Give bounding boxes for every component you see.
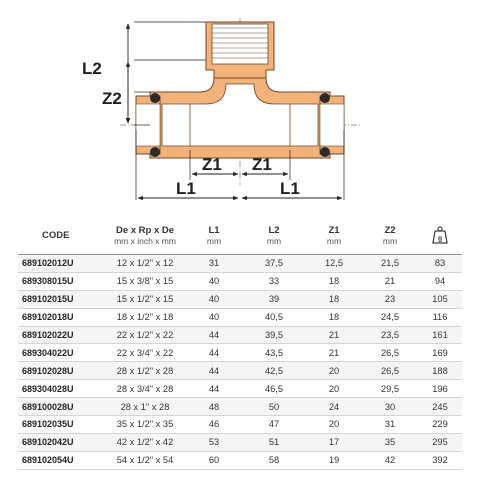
weight-icon — [432, 226, 448, 244]
header-code: CODE — [18, 216, 104, 255]
cell-l1: 31 — [186, 255, 242, 273]
cell-dims: 28 x 3/4" x 28 — [104, 380, 186, 398]
table-row — [18, 416, 462, 434]
cell-z1: 12,5 — [306, 255, 362, 273]
tee-fitting-drawing — [0, 0, 480, 212]
cell-z2: 23 — [362, 290, 418, 308]
cell-l2: 39,5 — [242, 326, 306, 344]
cell-l2: 33 — [242, 272, 306, 290]
cell-z1: 20 — [306, 362, 362, 380]
cell-z2: 42 — [362, 451, 418, 469]
cell-dims: 15 x 3/8" x 15 — [104, 272, 186, 290]
cell-l2: 40,5 — [242, 308, 306, 326]
cell-l1: 44 — [186, 344, 242, 362]
dim-z1-left: Z1 — [202, 155, 222, 174]
cell-g: 161 — [418, 326, 462, 344]
cell-z2: 24,5 — [362, 308, 418, 326]
cell-dims: 22 x 1/2" x 22 — [104, 326, 186, 344]
cell-code: 689100028U — [18, 398, 104, 416]
table-header-row — [18, 216, 462, 255]
dim-z1-right: Z1 — [252, 155, 272, 174]
cell-l2: 37,5 — [242, 255, 306, 273]
cell-code: 689304022U — [18, 344, 104, 362]
cell-g: 196 — [418, 380, 462, 398]
cell-z1: 24 — [306, 398, 362, 416]
seal-ring — [150, 93, 160, 103]
dimensions-table — [18, 216, 462, 470]
cell-z1: 20 — [306, 416, 362, 434]
cell-z2: 21 — [362, 272, 418, 290]
cell-l2: 47 — [242, 416, 306, 434]
cell-code: 689102015U — [18, 290, 104, 308]
cell-code: 689102022U — [18, 326, 104, 344]
table-row — [18, 451, 462, 469]
header-l2: L2 mm — [242, 216, 306, 255]
cell-dims: 12 x 1/2" x 12 — [104, 255, 186, 273]
cell-z2: 31 — [362, 416, 418, 434]
cell-l1: 44 — [186, 362, 242, 380]
cell-g: 94 — [418, 272, 462, 290]
cell-z2: 29,5 — [362, 380, 418, 398]
cell-z1: 18 — [306, 308, 362, 326]
cell-g: 295 — [418, 433, 462, 451]
cell-l1: 40 — [186, 308, 242, 326]
seal-ring — [150, 147, 160, 157]
cell-l2: 42,5 — [242, 362, 306, 380]
seal-ring — [320, 93, 330, 103]
table-row — [18, 326, 462, 344]
cell-l2: 51 — [242, 433, 306, 451]
table-row — [18, 433, 462, 451]
cell-z2: 35 — [362, 433, 418, 451]
dim-z2: Z2 — [102, 89, 122, 108]
cell-g: 116 — [418, 308, 462, 326]
dim-l2: L2 — [82, 59, 102, 78]
table-row — [18, 380, 462, 398]
cell-code: 689102012U — [18, 255, 104, 273]
table-row — [18, 362, 462, 380]
cell-g: 245 — [418, 398, 462, 416]
cell-l2: 46,5 — [242, 380, 306, 398]
cell-l2: 58 — [242, 451, 306, 469]
header-l1: L1 mm — [186, 216, 242, 255]
table-row — [18, 344, 462, 362]
cell-code: 689308015U — [18, 272, 104, 290]
cell-z2: 26,5 — [362, 344, 418, 362]
cell-z1: 21 — [306, 344, 362, 362]
table-row — [18, 308, 462, 326]
cell-g: 83 — [418, 255, 462, 273]
cell-z2: 30 — [362, 398, 418, 416]
header-weight — [418, 216, 462, 255]
cell-l1: 40 — [186, 290, 242, 308]
cell-dims: 15 x 1/2" x 15 — [104, 290, 186, 308]
cell-z2: 26,5 — [362, 362, 418, 380]
cell-code: 689102028U — [18, 362, 104, 380]
cell-z1: 21 — [306, 326, 362, 344]
cell-dims: 54 x 1/2" x 54 — [104, 451, 186, 469]
cell-l1: 46 — [186, 416, 242, 434]
seal-ring — [320, 147, 330, 157]
cell-l1: 60 — [186, 451, 242, 469]
cell-l2: 39 — [242, 290, 306, 308]
header-z2: Z2 mm — [362, 216, 418, 255]
cell-code: 689102035U — [18, 416, 104, 434]
cell-dims: 28 x 1" x 28 — [104, 398, 186, 416]
cell-l1: 44 — [186, 380, 242, 398]
cell-g: 105 — [418, 290, 462, 308]
cell-l1: 40 — [186, 272, 242, 290]
header-dims: De x Rp x De mm x inch x mm — [104, 216, 186, 255]
cell-code: 689102018U — [18, 308, 104, 326]
cell-z2: 23,5 — [362, 326, 418, 344]
cell-z1: 18 — [306, 272, 362, 290]
table-row — [18, 272, 462, 290]
cell-g: 229 — [418, 416, 462, 434]
table-row — [18, 255, 462, 273]
cell-dims: 28 x 1/2" x 28 — [104, 362, 186, 380]
cell-dims: 35 x 1/2" x 35 — [104, 416, 186, 434]
cell-z1: 20 — [306, 380, 362, 398]
cell-dims: 18 x 1/2" x 18 — [104, 308, 186, 326]
cell-z1: 17 — [306, 433, 362, 451]
cell-l2: 50 — [242, 398, 306, 416]
cell-code: 689102054U — [18, 451, 104, 469]
cell-l1: 44 — [186, 326, 242, 344]
cell-dims: 22 x 3/4" x 22 — [104, 344, 186, 362]
header-z1: Z1 mm — [306, 216, 362, 255]
cell-g: 392 — [418, 451, 462, 469]
cell-g: 169 — [418, 344, 462, 362]
cell-g: 188 — [418, 362, 462, 380]
cell-code: 689102042U — [18, 433, 104, 451]
cell-dims: 42 x 1/2" x 42 — [104, 433, 186, 451]
cell-z1: 19 — [306, 451, 362, 469]
cell-code: 689304028U — [18, 380, 104, 398]
cell-l1: 53 — [186, 433, 242, 451]
table-row — [18, 398, 462, 416]
cell-l2: 43,5 — [242, 344, 306, 362]
dim-l1-left: L1 — [176, 179, 196, 198]
table-row — [18, 290, 462, 308]
svg-text:g: g — [437, 235, 443, 243]
cell-z1: 18 — [306, 290, 362, 308]
cell-z2: 21,5 — [362, 255, 418, 273]
cell-l1: 48 — [186, 398, 242, 416]
dim-l1-right: L1 — [280, 179, 300, 198]
